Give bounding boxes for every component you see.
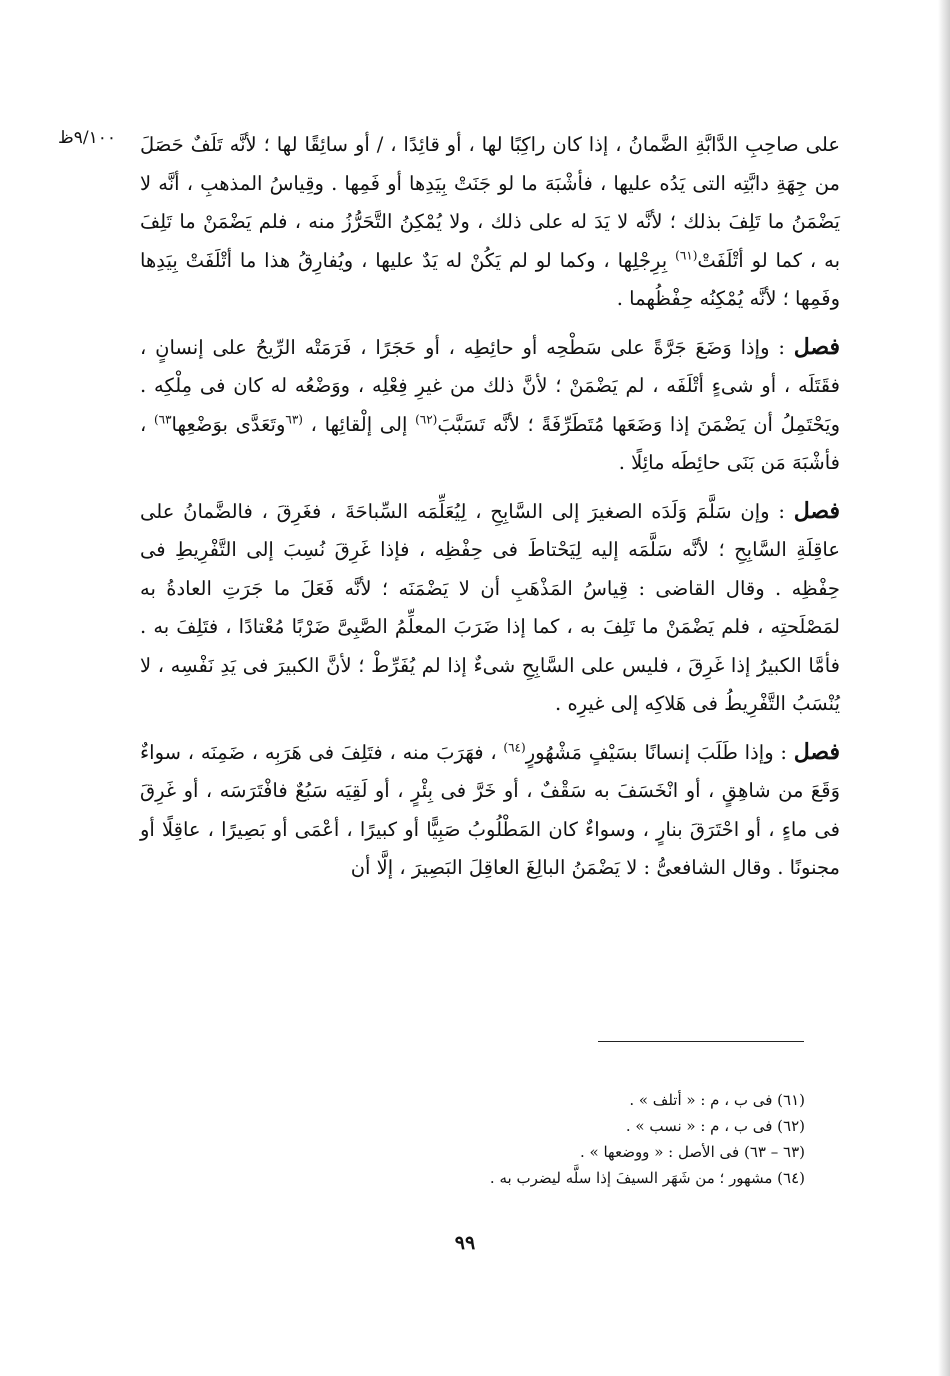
footnote-ref-62: (٦٢) xyxy=(415,412,438,426)
footnote-ref-64: (٦٤) xyxy=(503,740,526,754)
page-binding-edge xyxy=(938,0,950,1376)
paragraph-2 xyxy=(140,328,840,483)
footnote-64: (٦٤) مشهور ؛ من شَهَر السيفَ إذا سلَّه ليضرب به . xyxy=(489,1169,805,1187)
footnotes xyxy=(385,1087,805,1191)
text-run: : وإذا وَضَعَ جَرَّةً على سَطْحِه أو حائِطِه ، أو حَجَرًا ، فَرَمَتْه الرِّيحُ على إنسانٍ ، فقَتَلَه ، أو شىءٍ أتْلَفَه ، لم يَضْمَنْ ؛ لأنَّ ذلك من غيرِ فِعْلِه ، ووَضْعُه له كان فى مِلْكِه . ويَحْتَمِلُ أن يَضْمَنَ إذا وَضَعَها مُتَطَرِّفَةً ؛ لأنَّه تَسَبَّبَ xyxy=(140,335,840,436)
text-run: إلى إلْقائِها ، xyxy=(302,412,416,436)
text-run: وتَعَدَّى بوَضْعِها xyxy=(171,412,286,436)
footnote-62: (٦٢) فى ب ، م : « نسب » . xyxy=(625,1117,805,1135)
text-run: : وإن سَلَّمَ وَلَدَه الصغيرَ إلى السَّابِحِ ، لِيُعَلِّمَه السِّباحَةَ ، فغَرِقَ ، فالضَّمانُ على عاقِلَةِ السَّابِحِ ؛ لأنَّه سَلَّمَه إليه لِيَحْتاطَ فى حِفْظِه ، فإذا غَرِقَ نُسِبَ إلى التَّفْرِيطِ فى حِفْظِه . وقال القاضى : قِياسُ المَذْهَبِ أن لا يَضْمَنَه ؛ لأنَّه فَعَلَ ما جَرَتِ العادةُ به لمَصْلَحتِه ، فلم يَضْمَنْ ما تَلِفَ به ، كما إذا ضَرَبَ المعلِّمُ الصَّبِىَّ ضَرْبًا مُعْتادًا ، فتَلِفَ به . فأمَّا الكبيرُ إذا غَرِقَ ، فليس على السَّابِحِ شىءٌ إذا لم يُفَرِّطْ ؛ لأنَّ الكبيرَ فى يَدِ نَفْسِه ، لا يُنْسَبُ التَّفْرِيطُ فى هَلاكِه إلى غيرِه . xyxy=(140,499,840,715)
footnote-separator xyxy=(598,1041,804,1042)
paragraph-3 xyxy=(140,492,840,724)
footnote-63: (٦٣ – ٦٣) فى الأصل : « ووضعها » . xyxy=(580,1143,805,1161)
text-run: : وإذا طَلَبَ إنسانًا بسَيْفٍ مَشْهُورٍ xyxy=(525,740,794,764)
footnote-ref-61: (٦١) xyxy=(675,248,698,262)
text-run: على صاحِبِ الدَّابَّةِ الضَّمانُ ، إذا كان راكِبًا لها ، أو قائِدًا ، / أو سائِقًا لها ؛ لأنَّه تَلَفٌ حَصَلَ من جِهَةِ دابَّتِه التى يَدُه عليها ، فأشْبَهَ ما لو جَنَتْ بِيَدِها أو فَمِها . وقِياسُ المذهبِ ، أنَّه لا يَضْمَنُ ما تَلِفَ بذلك ؛ لأنَّه لا يَدَ له على ذلك ، ولا يُمْكِنُ التَّحَرُّزُ منه ، فلم يَضْمَنْ ما تَلِفَ به ، كما لو أتْلَفَتْ xyxy=(140,133,840,272)
section-label: فصل xyxy=(793,497,840,524)
paragraph-4 xyxy=(140,733,840,888)
footnote-61: (٦١) فى ب ، م : « أتلف » . xyxy=(629,1091,805,1109)
paragraph-1 xyxy=(140,126,840,319)
text-run: ، فهَرَبَ منه ، فتَلِفَ فى هَرَبِه ، ضَمِنَه ، سواءٌ وَقَعَ من شاهِقٍ ، أو انْخَسَفَ به سَقْفٌ ، أو خَرَّ فى بِئْرٍ ، أو لَقِيَه سَبُعٌ فافْتَرَسَه ، أو غَرِقَ فى ماءٍ ، أو احْتَرَقَ بنارٍ ، وسواءٌ كان المَطْلُوبُ صَبِيًّا أو كبيرًا ، أعْمَى أو بَصِيرًا ، عاقِلًا أو مجنونًا . وقال الشافعىُّ : لا يَضْمَنُ البالِغَ العاقِلَ البَصِيرَ ، إلَّا أن xyxy=(140,740,840,879)
footnote-ref-63-start: (٦٣ xyxy=(285,412,303,426)
page-number: ٩٩ xyxy=(454,1232,476,1254)
main-text xyxy=(140,126,840,888)
section-label: فصل xyxy=(793,333,840,360)
footnote-ref-63-end: ٦٣) xyxy=(153,412,172,426)
text-run: بِرِجْلِها ، وكما لو لم يَكُنْ له يَدٌ عليها ، ويُفارِقُ هذا ما أتْلَفَتْ بِيَدِها وفَمِها ؛ لأنَّه يُمْكِنُه حِفْظُهما . xyxy=(140,248,840,310)
margin-folio-reference: ٩/١٠٠ظ xyxy=(58,128,116,148)
text-run: ، فأشْبَهَ مَن بَنَى حائِطَه مائِلًا . xyxy=(140,412,840,474)
section-label: فصل xyxy=(793,738,840,765)
